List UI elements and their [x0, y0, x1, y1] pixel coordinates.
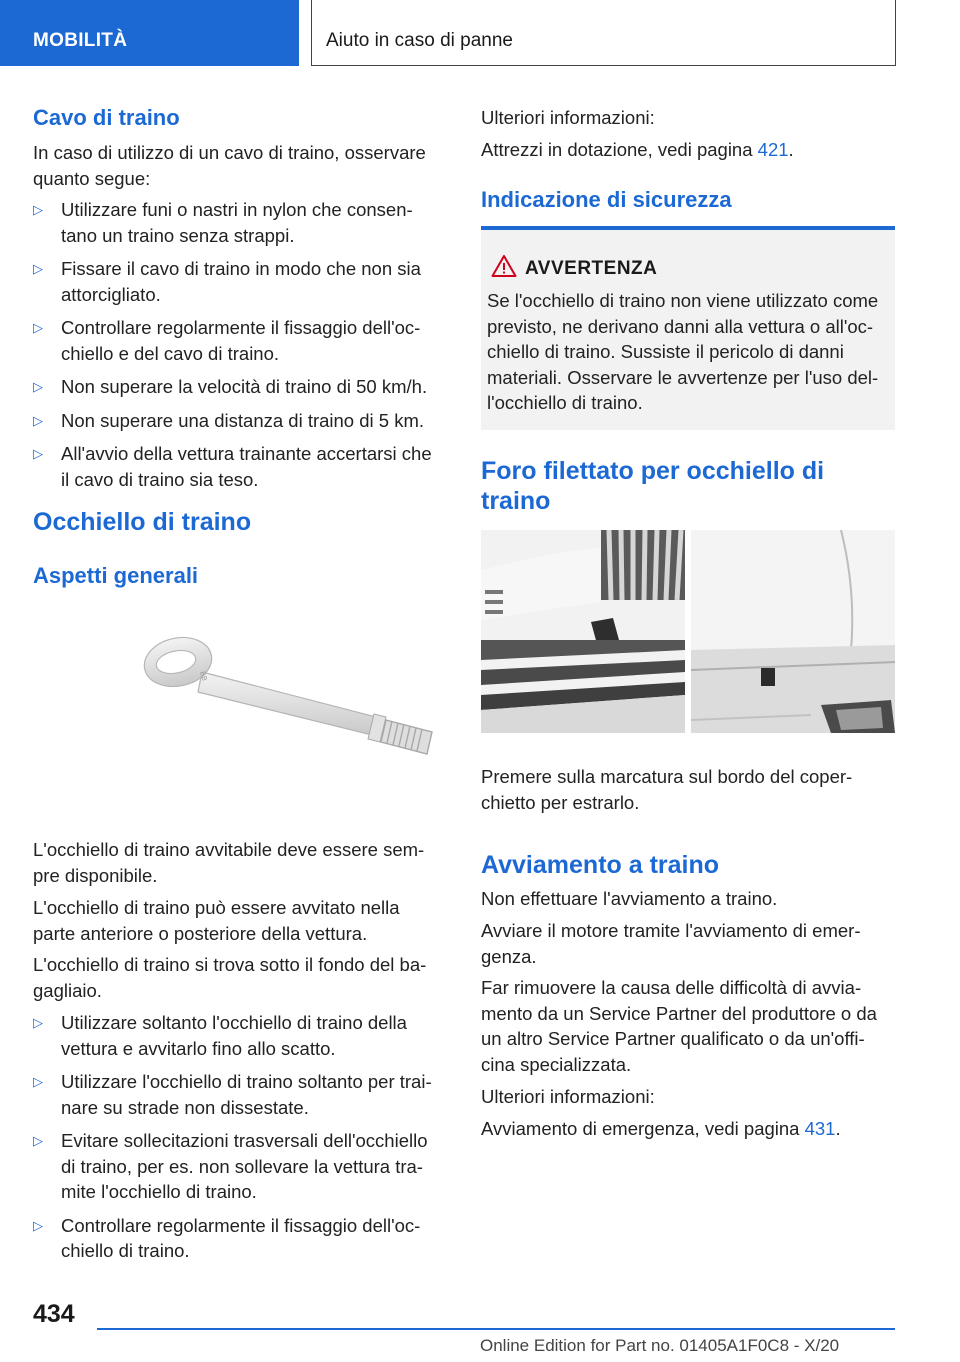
paragraph-line: mento da un Service Partner del produttore o da: [481, 1002, 877, 1024]
paragraph-line: parte anteriore o posteriore della vettura.: [33, 922, 368, 944]
tools-reference: [481, 137, 794, 163]
list-item-text: Controllare regolarmente il fissaggio dell'oc-: [61, 1214, 421, 1236]
list-item-text: Utilizzare funi o nastri in nylon che consen-: [61, 199, 413, 220]
list-item: [33, 1128, 443, 1205]
warning-title: AVVERTENZA: [525, 258, 658, 279]
thread-paragraph: [481, 764, 895, 815]
list-item: [33, 1213, 443, 1264]
emergency-page-link[interactable]: 431: [804, 1118, 836, 1139]
list-item-text: attorcigliato.: [61, 283, 161, 305]
list-item-text: mite l'occhiello di traino.: [61, 1181, 257, 1202]
triangle-bullet-icon: ▷: [33, 1133, 43, 1148]
paragraph-line: un altro Service Partner qualificato o da un'offi-: [481, 1028, 865, 1049]
list-item: [33, 1069, 443, 1120]
list-item: [33, 1010, 443, 1061]
tools-reference-period: .: [788, 139, 794, 160]
front-bumper-photo: [481, 530, 685, 733]
cable-intro-line: quanto segue:: [33, 167, 151, 189]
start-paragraph-2: [481, 918, 895, 969]
triangle-bullet-icon: ▷: [33, 446, 43, 461]
start-paragraph-1: Non effettuare l'avviamento a traino.: [481, 888, 778, 909]
list-item-text: Non superare una distanza di traino di 5 km.: [61, 409, 425, 431]
eye-paragraph-3: [33, 952, 443, 1003]
list-item-text: Non superare la velocità di traino di 50 km/h.: [61, 376, 428, 397]
more-info-label-2: Ulteriori informazioni:: [481, 1086, 655, 1107]
paragraph-line: L'occhiello di traino avvitabile deve essere sem-: [33, 839, 425, 860]
cable-bullet-list: [33, 197, 443, 492]
triangle-bullet-icon: ▷: [33, 412, 43, 428]
cable-intro: [33, 140, 443, 191]
warning-line: Se l'occhiello di traino non viene utilizzato come: [487, 290, 879, 311]
more-info-label: Ulteriori informazioni:: [481, 107, 655, 128]
paragraph-line: L'occhiello di traino si trova sotto il fondo del ba-: [33, 954, 427, 975]
start-title: Avviamento a traino: [481, 851, 720, 879]
list-item-text: vettura e avvitarlo fino allo scatto.: [61, 1037, 336, 1059]
list-item: [33, 441, 443, 492]
triangle-bullet-icon: ▷: [33, 379, 43, 394]
warning-text: [487, 288, 891, 416]
paragraph-line: Avviare il motore tramite l'avviamento di emer-: [481, 920, 861, 941]
section-tab: [0, 0, 299, 66]
rear-bumper-photo: [691, 530, 895, 733]
paragraph-line: Premere sulla marcatura sul bordo del coper-: [481, 766, 853, 787]
list-item-text: tano un traino senza strappi.: [61, 224, 295, 246]
thread-title: [481, 456, 895, 516]
start-paragraph-3: [481, 975, 895, 1077]
paragraph-line: gagliaio.: [33, 979, 102, 1001]
general-title: Aspetti generali: [33, 563, 199, 588]
page-number: 434: [33, 1300, 75, 1328]
triangle-bullet-icon: ▷: [33, 1015, 43, 1030]
eye-bullet-list: [33, 1010, 443, 1264]
list-item-text: Fissare il cavo di traino in modo che non sia: [61, 258, 421, 279]
warning-line: materiali. Osservare le avvertenze per l'uso del-: [487, 366, 879, 388]
list-item-text: All'avvio della vettura trainante accertarsi che: [61, 443, 432, 464]
list-item-text: chiello e del cavo di traino.: [61, 342, 280, 364]
list-item-text: Evitare sollecitazioni trasversali dell'occhiello: [61, 1130, 428, 1151]
list-item-text: Controllare regolarmente il fissaggio dell'oc-: [61, 317, 421, 338]
list-item-text: Utilizzare soltanto l'occhiello di traino della: [61, 1012, 407, 1033]
paragraph-line: Far rimuovere la causa delle difficoltà di avvia-: [481, 977, 862, 998]
thread-title-line: traino: [481, 487, 551, 515]
triangle-bullet-icon: ▷: [33, 202, 43, 217]
list-item-text: di traino, per es. non sollevare la vettura tra-: [61, 1155, 423, 1177]
footer-edition: Online Edition for Part no. 01405A1F0C8 - X/20: [480, 1336, 840, 1355]
list-item-text: chiello di traino.: [61, 1240, 190, 1261]
paragraph-line: chietto per estrarlo.: [481, 791, 640, 813]
eye-paragraph-1: [33, 837, 443, 888]
safety-title: Indicazione di sicurezza: [481, 187, 732, 212]
svg-text:BB: BB: [198, 670, 209, 682]
list-item-text: il cavo di traino sia teso.: [61, 468, 259, 490]
paragraph-line: genza.: [481, 945, 537, 967]
paragraph-line: cina specializzata.: [481, 1053, 632, 1075]
list-item: [33, 197, 443, 248]
cable-title: Cavo di traino: [33, 105, 180, 130]
emergency-reference-period: .: [835, 1118, 841, 1139]
list-item: [33, 315, 443, 366]
tools-page-link[interactable]: 421: [757, 139, 789, 160]
list-item-text: Utilizzare l'occhiello di traino soltanto per trai-: [61, 1071, 432, 1092]
warning-box: [481, 226, 895, 430]
warning-line: chiello di traino. Sussiste il pericolo di danni: [487, 341, 844, 362]
triangle-bullet-icon: ▷: [33, 261, 43, 276]
emergency-reference: [481, 1116, 841, 1142]
emergency-reference-text: Avviamento di emergenza, vedi pagina: [481, 1118, 805, 1139]
paragraph-line: pre disponibile.: [33, 864, 158, 886]
chapter-title: Aiuto in caso di panne: [326, 30, 513, 51]
eye-paragraph-2: [33, 895, 443, 946]
warning-triangle-icon: [491, 254, 517, 278]
footer-divider: [97, 1328, 895, 1330]
list-item: [33, 256, 443, 307]
triangle-bullet-icon: ▷: [33, 320, 43, 335]
triangle-bullet-icon: ▷: [33, 1217, 43, 1233]
triangle-bullet-icon: ▷: [33, 1074, 43, 1089]
tools-reference-text: Attrezzi in dotazione, vedi pagina: [481, 139, 758, 160]
tow-eye-illustration: [140, 622, 440, 772]
list-item: [33, 408, 443, 434]
warning-line: l'occhiello di traino.: [487, 392, 643, 413]
cable-intro-line: In caso di utilizzo di un cavo di traino, osservare: [33, 142, 426, 163]
list-item: [33, 374, 443, 400]
list-item-text: nare su strade non dissestate.: [61, 1096, 309, 1118]
eye-title: Occhiello di traino: [33, 508, 252, 536]
chapter-tab: [311, 0, 896, 66]
paragraph-line: L'occhiello di traino può essere avvitato nella: [33, 897, 400, 918]
section-title: MOBILITÀ: [33, 30, 128, 51]
warning-line: previsto, ne derivano danni alla vettura o all'oc-: [487, 315, 874, 337]
thread-title-line: Foro filettato per occhiello di: [481, 457, 825, 485]
